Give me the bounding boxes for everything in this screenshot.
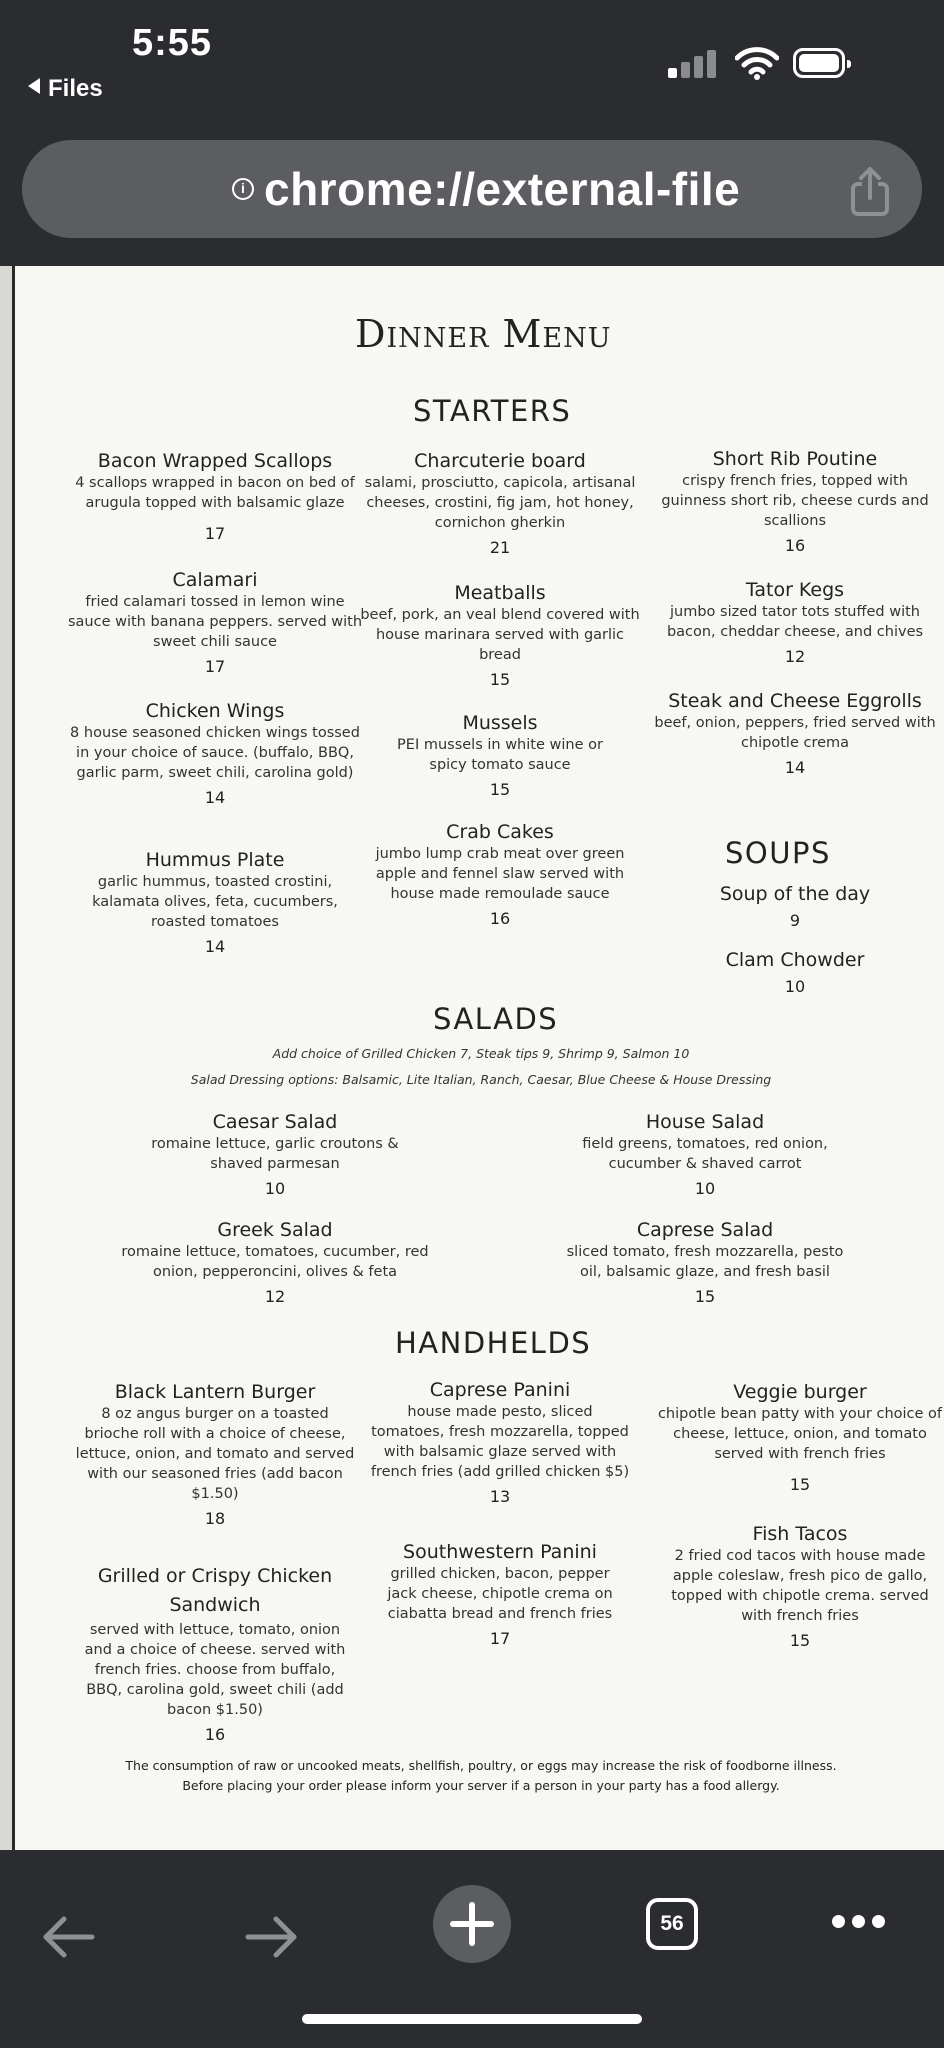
item-name: Bacon Wrapped Scallops bbox=[97, 450, 333, 472]
home-indicator[interactable] bbox=[302, 2014, 642, 2024]
section-heading-soups: SOUPS bbox=[725, 836, 831, 870]
item-name: Black Lantern Burger bbox=[114, 1381, 316, 1403]
item-name: Southwestern Panini bbox=[403, 1541, 597, 1563]
item-price: 15 bbox=[789, 1631, 811, 1650]
item-description: crispy french fries, topped with guinness short rib, cheese curds and scallions bbox=[661, 473, 929, 529]
item-name: Hummus Plate bbox=[145, 849, 285, 871]
section-heading-salads: SALADS bbox=[433, 1002, 559, 1036]
new-tab-button[interactable] bbox=[433, 1885, 511, 1963]
item-price: 15 bbox=[789, 1475, 811, 1494]
item-name: Caesar Salad bbox=[212, 1111, 338, 1133]
url-text: chrome://external-file bbox=[264, 163, 741, 215]
item-price: 10 bbox=[694, 1179, 716, 1198]
item-price: 17 bbox=[489, 1629, 511, 1648]
item-price: 21 bbox=[489, 538, 511, 557]
item-description: served with lettuce, tomato, onion and a choice of cheese. served with french fries. choose from buffalo, BBQ, carolina gold, sweet chili (add bacon $1.50) bbox=[84, 1622, 346, 1718]
item-name: Steak and Cheese Eggrolls bbox=[668, 690, 922, 712]
back-app-label: Files bbox=[48, 75, 103, 102]
back-arrow-icon[interactable] bbox=[40, 1914, 96, 1960]
item-description: fried calamari tossed in lemon wine sauce with banana peppers. served with sweet chili sauce bbox=[67, 594, 363, 650]
menu-item bbox=[665, 1522, 935, 1652]
item-price: 10 bbox=[264, 1179, 286, 1198]
item-description: 8 house seasoned chicken wings tossed in your choice of sauce. (buffalo, BBQ, garlic parm, sweet chili, carolina gold) bbox=[70, 725, 360, 781]
item-description: 8 oz angus burger on a toasted brioche roll with a choice of cheese, lettuce, onion, and tomato and served with our seasoned fries (add bacon $1.50) bbox=[75, 1406, 355, 1502]
item-name: Tator Kegs bbox=[745, 579, 845, 601]
item-name: Short Rib Poutine bbox=[712, 448, 878, 470]
item-name: Chicken Wings bbox=[145, 700, 285, 722]
item-price: 16 bbox=[489, 909, 511, 928]
item-price: 16 bbox=[204, 1725, 226, 1744]
item-description: garlic hummus, toasted crostini, kalamata olives, feta, cucumbers, roasted tomatoes bbox=[92, 874, 338, 930]
forward-arrow-icon[interactable] bbox=[244, 1914, 300, 1960]
item-description: romaine lettuce, garlic croutons & shaved parmesan bbox=[151, 1136, 399, 1172]
section-heading-handhelds: HANDHELDS bbox=[395, 1326, 592, 1360]
menu-item bbox=[660, 578, 930, 668]
item-price: 17 bbox=[204, 657, 226, 676]
item-price: 15 bbox=[489, 780, 511, 799]
item-description: jumbo lump crab meat over green apple and fennel slaw served with house made remoulade sauce bbox=[375, 846, 625, 902]
menu-item bbox=[65, 699, 365, 809]
menu-item bbox=[360, 581, 640, 691]
item-name: Charcuterie board bbox=[414, 450, 586, 472]
item-name: Greek Salad bbox=[217, 1219, 333, 1241]
salad-dressing-note: Salad Dressing options: Balsamic, Lite Italian, Ranch, Caesar, Blue Cheese & House Dressing bbox=[190, 1072, 772, 1087]
item-price: 12 bbox=[264, 1287, 286, 1306]
menu-item bbox=[145, 1110, 405, 1200]
item-name: Clam Chowder bbox=[725, 949, 865, 971]
item-name: Mussels bbox=[462, 712, 538, 734]
item-description: romaine lettuce, tomatoes, cucumber, red onion, pepperoncini, olives & feta bbox=[121, 1244, 429, 1280]
address-bar[interactable] bbox=[22, 140, 922, 238]
item-description: jumbo sized tator tots stuffed with bacon, cheddar cheese, and chives bbox=[666, 604, 924, 640]
item-description: beef, onion, peppers, fried served with chipotle crema bbox=[654, 715, 936, 751]
item-name: Caprese Salad bbox=[636, 1219, 774, 1241]
menu-item bbox=[80, 1562, 350, 1746]
item-name: Crab Cakes bbox=[446, 821, 554, 843]
item-price: 15 bbox=[489, 670, 511, 689]
back-triangle-icon bbox=[28, 78, 40, 94]
item-price: 18 bbox=[204, 1509, 226, 1528]
item-price: 12 bbox=[784, 647, 806, 666]
battery-icon bbox=[793, 48, 845, 78]
item-name: Fish Tacos bbox=[752, 1523, 848, 1545]
status-bar bbox=[0, 0, 944, 130]
item-description: grilled chicken, bacon, pepper jack cheese, chipotle crema on ciabatta bread and french fries bbox=[387, 1566, 613, 1622]
document-view[interactable] bbox=[0, 266, 944, 1850]
item-description: house made pesto, sliced tomatoes, fresh mozzarella, topped with balsamic glaze served with french fries (add grilled chicken $5) bbox=[370, 1404, 630, 1480]
item-price: 14 bbox=[204, 937, 226, 956]
menu-item bbox=[380, 711, 620, 801]
wifi-icon bbox=[735, 45, 779, 81]
item-name: Meatballs bbox=[454, 582, 546, 604]
item-description: 4 scallops wrapped in bacon on bed of arugula topped with balsamic glaze bbox=[75, 475, 355, 511]
menu-item bbox=[65, 449, 365, 545]
item-description: field greens, tomatoes, red onion, cucumber & shaved carrot bbox=[582, 1136, 828, 1172]
share-icon[interactable] bbox=[848, 166, 892, 216]
menu-item bbox=[660, 447, 930, 557]
item-name: Grilled or Crispy Chicken Sandwich bbox=[97, 1565, 333, 1616]
item-description: PEI mussels in white wine or spicy tomato sauce bbox=[397, 737, 603, 773]
menu-page bbox=[12, 266, 944, 1850]
section-heading-starters: STARTERS bbox=[413, 394, 572, 428]
item-price: 16 bbox=[784, 536, 806, 555]
tab-switcher-button[interactable]: 56 bbox=[646, 1898, 698, 1950]
menu-item bbox=[85, 848, 345, 958]
clock: 5:55 bbox=[132, 22, 213, 64]
more-menu-icon[interactable] bbox=[832, 1915, 886, 1931]
info-icon[interactable]: i bbox=[232, 178, 254, 200]
menu-item bbox=[675, 882, 915, 932]
menu-item bbox=[75, 1380, 355, 1530]
item-price: 14 bbox=[204, 788, 226, 807]
item-description: sliced tomato, fresh mozzarella, pesto oil, balsamic glaze, and fresh basil bbox=[566, 1244, 844, 1280]
item-name: Soup of the day bbox=[719, 883, 871, 905]
item-description: chipotle bean patty with your choice of cheese, lettuce, onion, and tomato served with french fries bbox=[657, 1406, 943, 1462]
allergy-disclaimer-line1: The consumption of raw or uncooked meats, shellfish, poultry, or eggs may increase the risk of foodborne illness. bbox=[125, 1758, 837, 1773]
item-name: Veggie burger bbox=[733, 1381, 867, 1403]
menu-item bbox=[645, 689, 944, 779]
item-description: beef, pork, an veal blend covered with house marinara served with garlic bread bbox=[360, 607, 640, 663]
menu-item bbox=[360, 449, 640, 559]
item-description: salami, prosciutto, capicola, artisanal cheeses, crostini, fig jam, hot honey, cornichon gherkin bbox=[364, 475, 636, 531]
item-price: 17 bbox=[204, 524, 226, 543]
item-price: 15 bbox=[694, 1287, 716, 1306]
menu-item bbox=[655, 1380, 944, 1496]
menu-item bbox=[675, 948, 915, 998]
menu-title: Dinner Menu bbox=[355, 312, 612, 356]
cellular-signal-icon bbox=[668, 48, 720, 78]
menu-item bbox=[370, 1378, 630, 1508]
salad-addon-note: Add choice of Grilled Chicken 7, Steak tips 9, Shrimp 9, Salmon 10 bbox=[272, 1046, 690, 1061]
menu-item bbox=[560, 1218, 850, 1308]
item-name: Caprese Panini bbox=[429, 1379, 571, 1401]
menu-item bbox=[100, 1218, 450, 1308]
item-price: 10 bbox=[784, 977, 806, 996]
menu-item bbox=[65, 568, 365, 678]
back-to-app-button[interactable] bbox=[28, 75, 103, 103]
menu-item bbox=[375, 820, 625, 930]
item-description: 2 fried cod tacos with house made apple coleslaw, fresh pico de gallo, topped with chipotle crema. served with french fries bbox=[671, 1548, 929, 1624]
item-name: House Salad bbox=[645, 1111, 765, 1133]
item-price: 14 bbox=[784, 758, 806, 777]
item-name: Calamari bbox=[172, 569, 258, 591]
menu-item bbox=[375, 1540, 625, 1650]
plus-icon bbox=[433, 1885, 511, 1963]
menu-item bbox=[575, 1110, 835, 1200]
item-price: 9 bbox=[789, 911, 801, 930]
item-price: 13 bbox=[489, 1487, 511, 1506]
allergy-disclaimer-line2: Before placing your order please inform your server if a person in your party has a food allergy. bbox=[182, 1778, 780, 1793]
